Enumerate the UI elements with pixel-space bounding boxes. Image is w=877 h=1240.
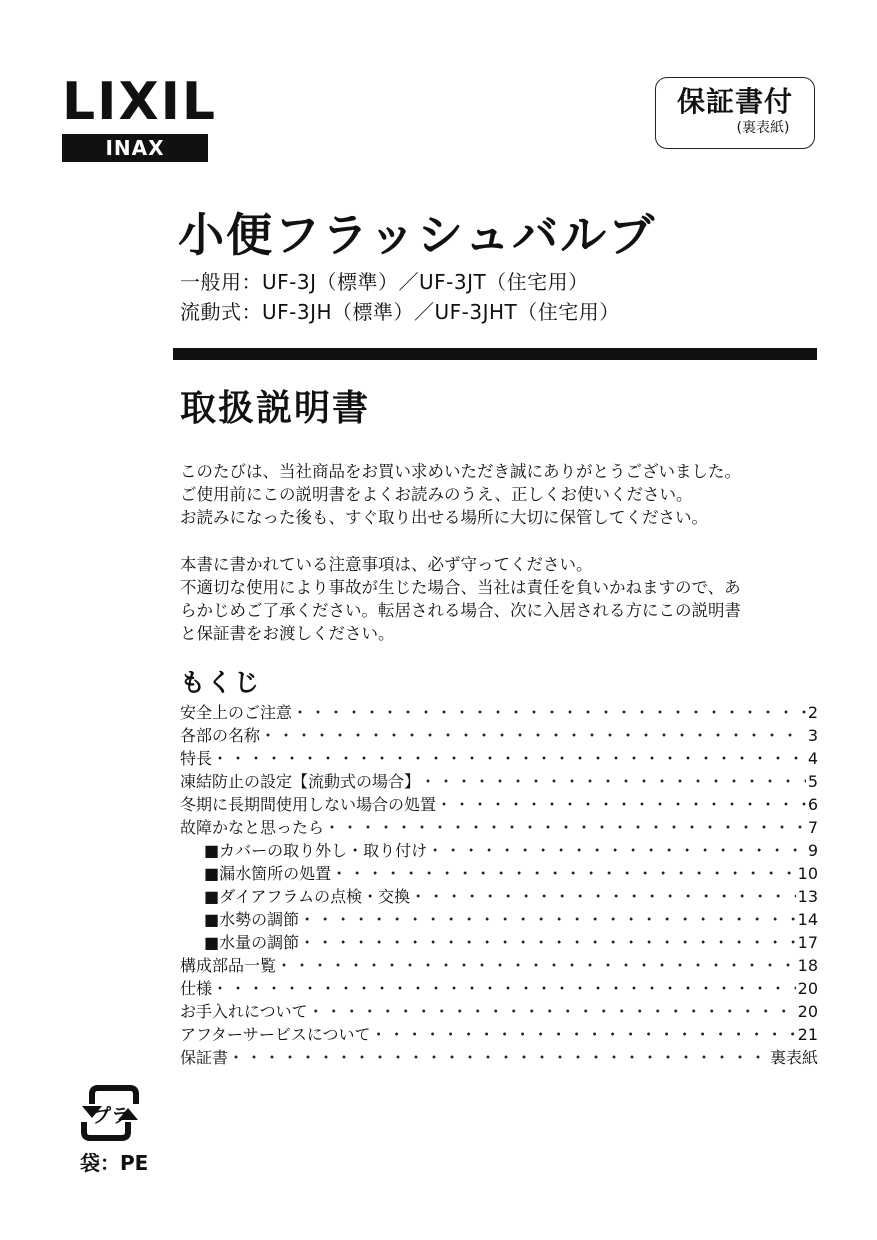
toc-label: ■ダイアフラムの点検・交換 xyxy=(204,887,411,906)
toc-page: 9 xyxy=(807,841,818,860)
toc-leader xyxy=(228,1046,768,1069)
toc-label: アフターサービスについて xyxy=(180,1025,371,1044)
intro-line: 不適切な使用により事故が生じた場合、当社は責任を負いかねますので、あ xyxy=(180,578,741,597)
toc-item-care xyxy=(180,1000,818,1023)
warranty-badge xyxy=(655,77,815,149)
toc-label: 特長 xyxy=(180,749,213,768)
toc-page: 13 xyxy=(797,887,818,906)
toc-item-features xyxy=(180,747,818,770)
toc-leader xyxy=(324,816,806,839)
toc-label: 仕様 xyxy=(180,979,213,998)
warranty-badge-note: (裏表紙) xyxy=(736,120,790,136)
model-line-general: 一般用：UF-3J（標準）／UF-3JT（住宅用） xyxy=(180,270,589,294)
toc-item-after-service xyxy=(180,1023,818,1046)
toc-label: お手入れについて xyxy=(180,1002,308,1021)
toc-page: 2 xyxy=(807,703,818,722)
toc-heading: もくじ xyxy=(180,668,262,697)
toc-label: 凍結防止の設定【流動式の場合】 xyxy=(180,772,421,791)
toc-page: 4 xyxy=(807,749,818,768)
toc-page: 21 xyxy=(797,1025,818,1044)
intro-line: と保証書をお渡しください。 xyxy=(180,624,395,643)
toc-page: 20 xyxy=(797,979,818,998)
toc-label: 保証書 xyxy=(180,1048,229,1067)
toc-page: 10 xyxy=(797,864,818,883)
toc-page: 3 xyxy=(807,726,818,745)
manual-title: 取扱説明書 xyxy=(180,388,371,429)
toc-leader xyxy=(260,724,806,747)
toc-item-freeze-protection xyxy=(180,770,818,793)
toc-label: 故障かなと思ったら xyxy=(180,818,325,837)
intro-paragraph-caution xyxy=(180,553,820,645)
toc-item-parts-names xyxy=(180,724,818,747)
intro-line: このたびは、当社商品をお買い求めいただき誠にありがとうございました。 xyxy=(180,462,741,481)
toc-label: 冬期に長期間使用しない場合の処置 xyxy=(180,795,437,814)
toc-leader xyxy=(371,1023,796,1046)
toc-leader xyxy=(427,839,806,862)
toc-label: ■水勢の調節 xyxy=(204,910,300,929)
toc-item-water-volume xyxy=(180,931,818,954)
toc-item-troubleshooting xyxy=(180,816,818,839)
toc-leader xyxy=(410,885,795,908)
material-label: 袋：PE xyxy=(80,1151,149,1175)
toc-label: 安全上のご注意 xyxy=(180,703,293,722)
toc-item-specifications xyxy=(180,977,818,1000)
model-line-flow: 流動式：UF-3JH（標準）／UF-3JHT（住宅用） xyxy=(180,300,620,324)
toc-leader xyxy=(212,977,796,1000)
brand-lixil-logo: LIXIL xyxy=(62,72,218,132)
toc-item-warranty xyxy=(180,1046,818,1069)
section-divider xyxy=(173,348,817,360)
toc-label: 構成部品一覧 xyxy=(180,956,277,975)
warranty-badge-label: 保証書付 xyxy=(676,85,793,118)
table-of-contents xyxy=(180,701,818,1069)
toc-label: 各部の名称 xyxy=(180,726,261,745)
toc-item-leak-handling xyxy=(180,862,818,885)
toc-leader xyxy=(420,770,806,793)
toc-item-diaphragm xyxy=(180,885,818,908)
toc-leader xyxy=(299,908,796,931)
toc-item-winter-storage xyxy=(180,793,818,816)
plastic-recycle-icon xyxy=(78,1082,142,1144)
toc-leader xyxy=(276,954,796,977)
toc-leader xyxy=(212,747,806,770)
intro-line: お読みになった後も、すぐ取り出せる場所に大切に保管してください。 xyxy=(180,508,708,527)
toc-page: 18 xyxy=(797,956,818,975)
toc-leader xyxy=(436,793,806,816)
intro-paragraph-thanks xyxy=(180,460,820,529)
toc-label: ■漏水箇所の処置 xyxy=(204,864,332,883)
toc-page: 20 xyxy=(797,1002,818,1021)
intro-line: ご使用前にこの説明書をよくお読みのうえ、正しくお使いください。 xyxy=(180,485,693,504)
toc-leader xyxy=(299,931,796,954)
toc-item-parts-list xyxy=(180,954,818,977)
recycle-label: プラ xyxy=(91,1105,131,1127)
toc-page: 17 xyxy=(797,933,818,952)
toc-leader xyxy=(331,862,796,885)
toc-label: ■水量の調節 xyxy=(204,933,300,952)
toc-leader xyxy=(308,1000,796,1023)
toc-leader xyxy=(292,701,806,724)
toc-page: 裏表紙 xyxy=(769,1048,818,1067)
product-title: 小便フラッシュバルブ xyxy=(178,208,657,262)
toc-item-water-pressure xyxy=(180,908,818,931)
intro-line: らかじめご了承ください。転居される場合、次に入居される方にこの説明書 xyxy=(180,601,741,620)
brand-logo xyxy=(62,72,218,162)
toc-page: 7 xyxy=(807,818,818,837)
toc-item-cover-removal xyxy=(180,839,818,862)
toc-item-safety xyxy=(180,701,818,724)
intro-line: 本書に書かれている注意事項は、必ず守ってください。 xyxy=(180,555,593,574)
toc-page: 5 xyxy=(807,772,818,791)
toc-page: 6 xyxy=(807,795,818,814)
brand-inax-logo: INAX xyxy=(62,134,208,162)
toc-label: ■カバーの取り外し・取り付け xyxy=(204,841,428,860)
toc-page: 14 xyxy=(797,910,818,929)
